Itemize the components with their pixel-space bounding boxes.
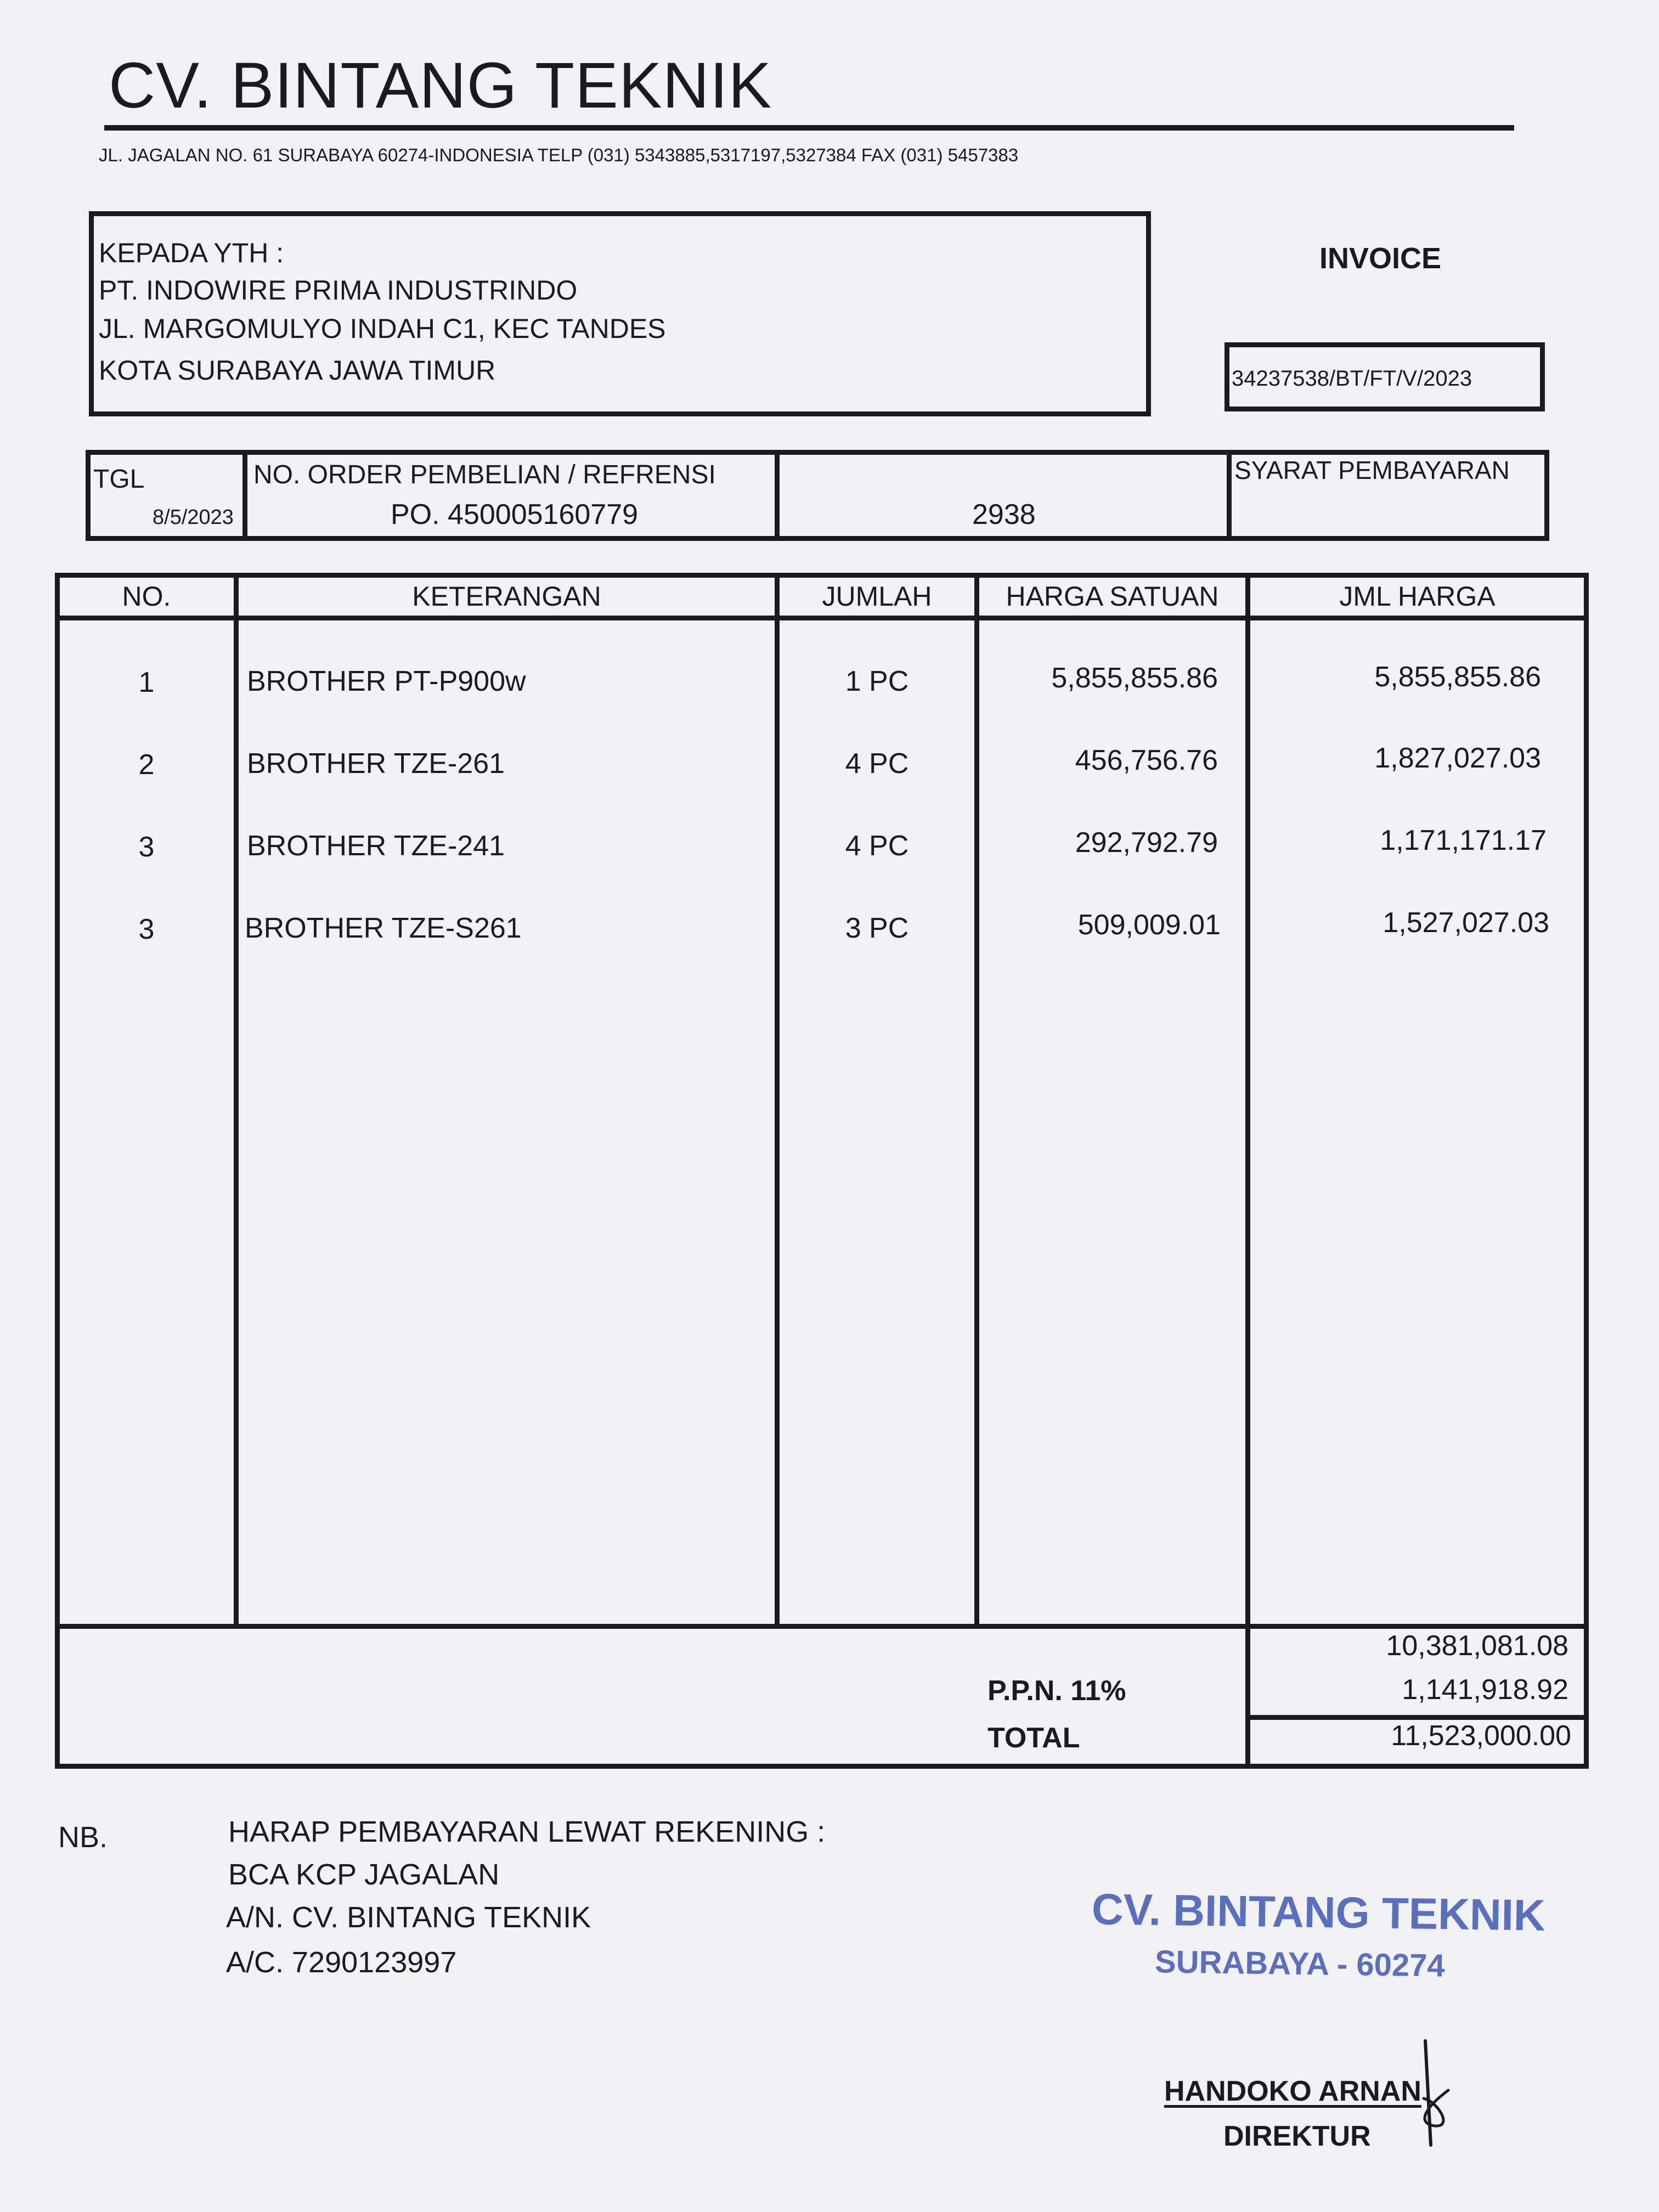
row-3-no: 3	[138, 831, 155, 863]
company-stamp-name: CV. BINTANG TEKNIK	[1091, 1884, 1546, 1940]
company-address: JL. JAGALAN NO. 61 SURABAYA 60274-INDONESIA TELP (031) 5343885,5317197,5327384 FAX (031) 5457383	[99, 145, 1019, 165]
note-label: NB.	[58, 1821, 108, 1854]
note-instruction: HARAP PEMBAYARAN LEWAT REKENING :	[228, 1815, 826, 1848]
row-3-quantity: 4 PC	[845, 830, 909, 862]
header-quantity: JUMLAH	[822, 581, 932, 612]
order-label: NO. ORDER PEMBELIAN / REFRENSI	[253, 460, 716, 489]
info-divider	[775, 453, 780, 539]
column-divider	[775, 577, 780, 1626]
row-1-quantity: 1 PC	[845, 665, 909, 697]
row-2-line-total: 1,827,027.03	[1374, 742, 1541, 774]
invoice-number: 34237538/BT/FT/V/2023	[1232, 366, 1472, 391]
info-divider	[242, 453, 247, 539]
table-body-bottom	[59, 1624, 1584, 1629]
date-value: 8/5/2023	[153, 506, 234, 529]
note-bank: BCA KCP JAGALAN	[228, 1858, 500, 1891]
ppn-label: P.P.N. 11%	[988, 1675, 1126, 1707]
payment-terms-label: SYARAT PEMBAYARAN	[1234, 456, 1510, 484]
row-4-line-total: 1,527,027.03	[1383, 907, 1549, 939]
ppn-value: 1,141,918.92	[1402, 1674, 1568, 1706]
header-divider	[104, 125, 1514, 131]
subtotal-value: 10,381,081.08	[1386, 1630, 1568, 1662]
note-account-name: A/N. CV. BINTANG TEKNIK	[226, 1901, 591, 1934]
order-value: PO. 450005160779	[391, 499, 639, 531]
row-1-line-total: 5,855,855.86	[1374, 661, 1541, 693]
row-2-quantity: 4 PC	[845, 748, 909, 780]
row-2-description: BROTHER TZE-261	[247, 748, 505, 780]
header-unit-price: HARGA SATUAN	[1006, 581, 1219, 612]
header-description: KETERANGAN	[412, 581, 601, 612]
row-4-unit-price: 509,009.01	[1077, 909, 1221, 941]
row-2-unit-price: 456,756.76	[1075, 744, 1218, 776]
invoice-title: INVOICE	[1319, 242, 1442, 275]
signer-name: HANDOKO ARNAN	[1164, 2075, 1421, 2107]
reference-value: 2938	[972, 499, 1036, 531]
row-3-line-total: 1,171,171.17	[1380, 825, 1547, 856]
company-stamp-city: SURABAYA - 60274	[1154, 1944, 1446, 1984]
recipient-company: PT. INDOWIRE PRIMA INDUSTRINDO	[99, 275, 578, 306]
row-3-unit-price: 292,792.79	[1075, 827, 1218, 859]
row-4-description: BROTHER TZE-S261	[245, 912, 522, 944]
note-account-number: A/C. 7290123997	[226, 1946, 457, 1979]
info-divider	[1227, 453, 1232, 539]
date-label: TGL	[93, 465, 145, 494]
recipient-street: JL. MARGOMULYO INDAH C1, KEC TANDES	[99, 313, 666, 344]
row-1-unit-price: 5,855,855.86	[1051, 662, 1218, 694]
company-name: CV. BINTANG TEKNIK	[109, 49, 772, 122]
total-label: TOTAL	[988, 1722, 1080, 1754]
signer-title: DIREKTUR	[1223, 2120, 1371, 2152]
row-1-description: BROTHER PT-P900w	[247, 665, 526, 697]
row-4-no: 3	[138, 913, 155, 945]
row-1-no: 1	[138, 667, 155, 698]
row-4-quantity: 3 PC	[845, 912, 909, 944]
header-no: NO.	[122, 581, 171, 612]
table-header-divider	[59, 616, 1584, 620]
recipient-city: KOTA SURABAYA JAWA TIMUR	[99, 355, 496, 386]
column-divider	[974, 577, 979, 1626]
column-divider	[234, 577, 239, 1626]
total-value: 11,523,000.00	[1391, 1720, 1571, 1752]
header-line-total: JML HARGA	[1339, 581, 1496, 612]
recipient-greeting: KEPADA YTH :	[99, 238, 284, 268]
row-3-description: BROTHER TZE-241	[247, 830, 505, 862]
row-2-no: 2	[138, 749, 155, 781]
column-divider	[1245, 577, 1250, 1764]
